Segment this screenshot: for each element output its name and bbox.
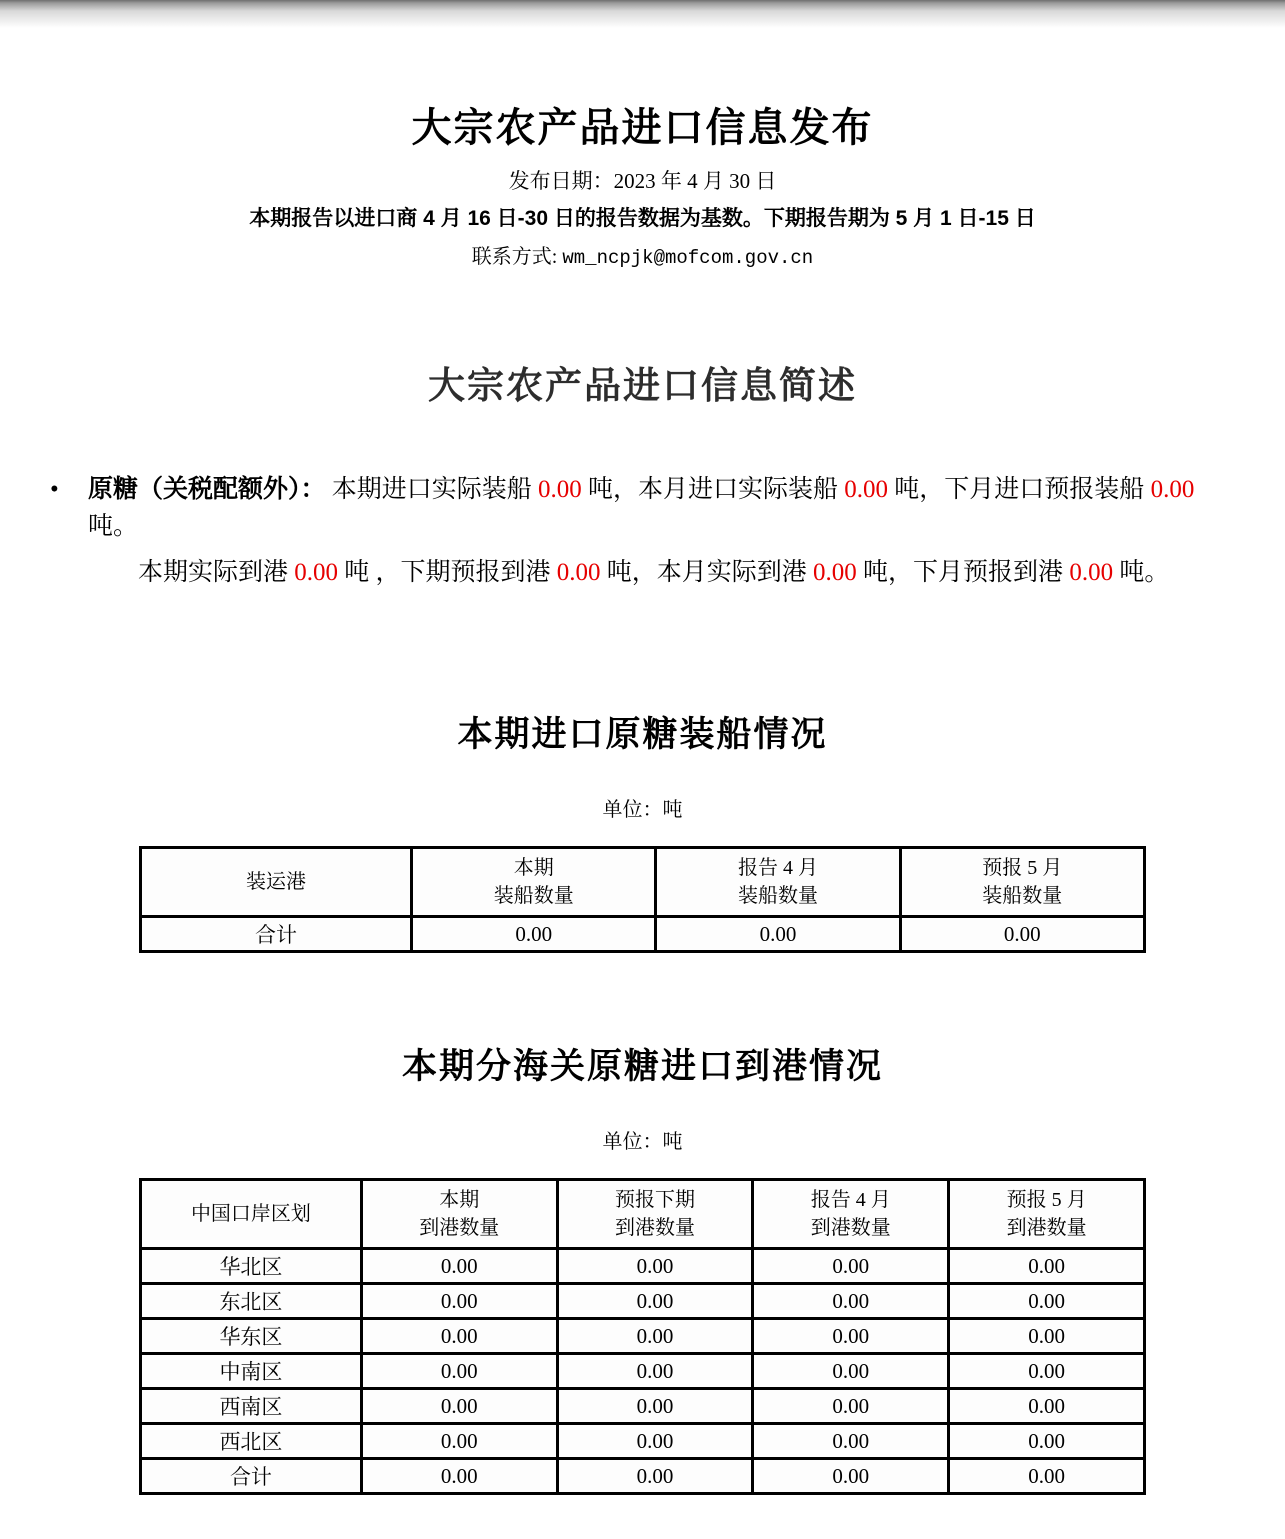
table-row <box>141 1249 1145 1284</box>
table-cell: 华东区 <box>141 1319 362 1354</box>
contact-email: wm_ncpjk@mofcom.gov.cn <box>562 247 814 269</box>
text-segment: 吨。 <box>88 513 139 540</box>
table-cell: 0.00 <box>557 1424 753 1459</box>
report-period-note: 本期报告以进口商 4 月 16 日-30 日的报告数据为基数。下期报告期为 5 月 1 日-15 日 <box>249 207 1036 230</box>
arrival-unit-label: 单位：吨 <box>602 1131 683 1153</box>
header-cell <box>900 848 1144 917</box>
table-cell: 0.00 <box>949 1424 1145 1459</box>
shipping-section-heading: 本期进口原糖装船情况 <box>457 715 828 754</box>
contact-label: 联系方式: <box>471 246 563 268</box>
table-cell: 0.00 <box>949 1249 1145 1284</box>
value-highlight: 0.00 <box>813 559 857 586</box>
header-line: 预报下期 <box>615 1189 696 1211</box>
header-line: 报告 4 月 <box>810 1189 891 1211</box>
header-cell <box>557 1180 753 1249</box>
table-cell: 0.00 <box>949 1389 1145 1424</box>
table-cell: 中南区 <box>141 1354 362 1389</box>
table-row <box>141 1354 1145 1389</box>
summary-paragraph-1 <box>88 476 1194 540</box>
table-cell: 0.00 <box>753 1424 949 1459</box>
scan-edge-gradient <box>0 0 1285 30</box>
table-cell: 0.00 <box>557 1284 753 1319</box>
table-cell: 0.00 <box>753 1319 949 1354</box>
table-row <box>141 1319 1145 1354</box>
table-cell: 0.00 <box>753 1249 949 1284</box>
header-cell <box>753 1180 949 1249</box>
table-cell: 0.00 <box>557 1459 753 1494</box>
header-line: 装运港 <box>246 871 307 893</box>
table-row <box>141 917 1145 952</box>
value-highlight: 0.00 <box>294 559 339 586</box>
table-cell: 0.00 <box>557 1319 753 1354</box>
shipping-table <box>139 846 1146 953</box>
header-line: 到港数量 <box>810 1217 891 1239</box>
summary-paragraph <box>88 471 1249 591</box>
bullet-icon: • <box>50 476 59 503</box>
page-title: 大宗农产品进口信息发布 <box>411 105 874 150</box>
value-highlight: 0.00 <box>538 476 582 503</box>
table-cell: 0.00 <box>557 1354 753 1389</box>
shipping-table-wrap <box>139 846 1146 953</box>
table-row <box>141 1459 1145 1494</box>
table-cell: 0.00 <box>949 1459 1145 1494</box>
text-segment: 吨，下月进口预报装船 <box>888 476 1151 503</box>
table-cell: 0.00 <box>361 1354 557 1389</box>
header-cell <box>949 1180 1145 1249</box>
table-cell: 0.00 <box>361 1319 557 1354</box>
value-highlight: 0.00 <box>556 559 601 586</box>
arrival-table-wrap <box>139 1178 1146 1495</box>
summary-heading: 大宗农产品进口信息简述 <box>428 366 857 407</box>
table-cell: 0.00 <box>949 1319 1145 1354</box>
header-line: 本期 <box>439 1189 480 1211</box>
header-cell <box>361 1180 557 1249</box>
table-cell: 0.00 <box>361 1389 557 1424</box>
contact-line <box>0 240 1285 269</box>
table-cell: 0.00 <box>656 917 900 952</box>
arrival-table <box>139 1178 1146 1495</box>
table-row <box>141 1424 1145 1459</box>
header-line: 装船数量 <box>493 885 574 907</box>
summary-paragraph-2 <box>88 554 1249 591</box>
header-line: 到港数量 <box>419 1217 500 1239</box>
text-segment: 原糖（关税配额外）： <box>88 476 332 503</box>
table-cell: 0.00 <box>557 1389 753 1424</box>
table-cell: 0.00 <box>361 1459 557 1494</box>
table-cell: 0.00 <box>900 917 1144 952</box>
text-segment: 本期进口实际装船 <box>331 476 539 503</box>
publish-date: 发布日期：2023 年 4 月 30 日 <box>508 169 777 193</box>
table-cell: 0.00 <box>949 1284 1145 1319</box>
value-highlight: 0.00 <box>1069 559 1114 586</box>
table-cell: 0.00 <box>949 1354 1145 1389</box>
table-header-row <box>141 848 1145 917</box>
header-line: 中国口岸区划 <box>190 1203 311 1225</box>
arrival-section-heading: 本期分海关原糖进口到港情况 <box>401 1047 883 1086</box>
table-cell: 东北区 <box>141 1284 362 1319</box>
table-cell: 合计 <box>141 917 412 952</box>
table-row <box>141 1284 1145 1319</box>
text-segment: 吨 ，下期预报到港 <box>338 559 557 586</box>
table-cell: 0.00 <box>412 917 656 952</box>
header-line: 本期 <box>513 857 554 879</box>
table-cell: 0.00 <box>753 1459 949 1494</box>
table-cell: 0.00 <box>361 1284 557 1319</box>
header-line: 预报 5 月 <box>982 857 1063 879</box>
table-cell: 合计 <box>141 1459 362 1494</box>
table-cell: 华北区 <box>141 1249 362 1284</box>
summary-bullet-block <box>0 471 1285 591</box>
text-segment: 吨。 <box>1113 559 1170 586</box>
header-cell <box>141 1180 362 1249</box>
table-cell: 0.00 <box>753 1389 949 1424</box>
text-segment: 吨，本月进口实际装船 <box>581 476 845 503</box>
value-highlight: 0.00 <box>844 476 889 503</box>
header-line: 装船数量 <box>737 885 818 907</box>
table-cell: 0.00 <box>361 1424 557 1459</box>
header-line: 到港数量 <box>615 1217 696 1239</box>
header-line: 预报 5 月 <box>1006 1189 1087 1211</box>
header-line: 到港数量 <box>1006 1217 1087 1239</box>
header-line: 装船数量 <box>982 885 1063 907</box>
text-segment: 本期实际到港 <box>138 559 295 586</box>
text-segment: 吨，本月实际到港 <box>600 559 814 586</box>
table-cell: 0.00 <box>361 1249 557 1284</box>
header-cell <box>656 848 900 917</box>
text-segment: 吨，下月预报到港 <box>856 559 1070 586</box>
header-line: 报告 4 月 <box>737 857 818 879</box>
table-cell: 0.00 <box>557 1249 753 1284</box>
value-highlight: 0.00 <box>1150 476 1195 503</box>
table-cell: 西北区 <box>141 1424 362 1459</box>
table-cell: 0.00 <box>753 1284 949 1319</box>
table-cell: 0.00 <box>753 1354 949 1389</box>
table-cell: 西南区 <box>141 1389 362 1424</box>
table-row <box>141 1389 1145 1424</box>
shipping-unit-label: 单位：吨 <box>602 799 683 821</box>
header-cell <box>412 848 656 917</box>
header-cell <box>141 848 412 917</box>
table-header-row <box>141 1180 1145 1249</box>
